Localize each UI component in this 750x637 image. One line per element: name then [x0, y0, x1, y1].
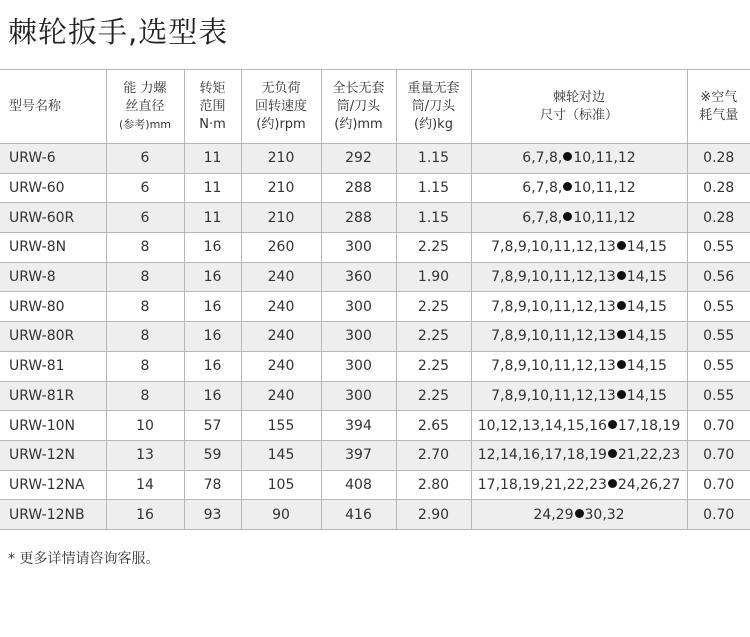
bullet-dot-icon	[617, 241, 626, 250]
free-speed-cell: 90	[241, 500, 321, 530]
length-cell: 300	[321, 292, 396, 322]
ratchet-size-cell	[471, 440, 687, 470]
bolt-diameter-cell: 8	[106, 322, 184, 352]
model-cell: URW-80R	[0, 322, 106, 352]
torque-cell: 11	[184, 144, 241, 174]
size-text-before: 12,14,16,17,18,19	[477, 447, 607, 464]
length-cell: 394	[321, 411, 396, 441]
weight-cell: 1.15	[396, 173, 471, 203]
torque-cell: 16	[184, 262, 241, 292]
model-cell: URW-81	[0, 351, 106, 381]
ratchet-size-cell	[471, 351, 687, 381]
ratchet-size-cell	[471, 322, 687, 352]
length-cell: 300	[321, 233, 396, 263]
ratchet-size-cell	[471, 381, 687, 411]
size-text-after: 17,18,19	[617, 417, 681, 434]
spec-table	[0, 69, 750, 530]
free-speed-cell: 240	[241, 381, 321, 411]
table-row	[0, 144, 750, 174]
air-consumption-cell: 0.55	[687, 322, 750, 352]
model-cell: URW-12NA	[0, 470, 106, 500]
free-speed-cell: 210	[241, 203, 321, 233]
bullet-dot-icon	[563, 212, 572, 221]
bolt-diameter-cell: 14	[106, 470, 184, 500]
air-consumption-cell: 0.55	[687, 292, 750, 322]
bolt-diameter-cell: 8	[106, 262, 184, 292]
header-row	[0, 70, 750, 144]
ratchet-size-cell	[471, 203, 687, 233]
size-text-before: 24,29	[533, 506, 574, 523]
size-text-after: 14,15	[626, 239, 667, 256]
weight-cell: 1.90	[396, 262, 471, 292]
weight-cell: 2.65	[396, 411, 471, 441]
air-consumption-cell: 0.28	[687, 173, 750, 203]
ratchet-size-cell	[471, 470, 687, 500]
model-cell: URW-80	[0, 292, 106, 322]
model-cell: URW-8N	[0, 233, 106, 263]
size-text-after: 10,11,12	[573, 180, 636, 197]
bullet-dot-icon	[563, 152, 572, 161]
model-cell: URW-12NB	[0, 500, 106, 530]
size-text-after: 21,22,23	[617, 447, 681, 464]
bullet-dot-icon	[617, 271, 626, 280]
air-consumption-cell: 0.70	[687, 440, 750, 470]
header-model: 型号名称	[0, 70, 106, 144]
weight-cell: 2.90	[396, 500, 471, 530]
size-text-before: 7,8,9,10,11,12,13	[491, 269, 616, 286]
length-cell: 360	[321, 262, 396, 292]
weight-cell: 2.25	[396, 381, 471, 411]
length-cell: 300	[321, 381, 396, 411]
header-length: 全长无套 筒/刀头 (约)mm	[321, 70, 396, 144]
free-speed-cell: 210	[241, 173, 321, 203]
weight-cell: 1.15	[396, 203, 471, 233]
size-text-after: 14,15	[626, 328, 667, 345]
ratchet-size-cell	[471, 411, 687, 441]
table-row	[0, 262, 750, 292]
bolt-diameter-cell: 13	[106, 440, 184, 470]
free-speed-cell: 260	[241, 233, 321, 263]
page-title: 棘轮扳手,选型表	[8, 15, 229, 49]
weight-cell: 2.25	[396, 292, 471, 322]
model-cell: URW-6	[0, 144, 106, 174]
table-row	[0, 440, 750, 470]
model-cell: URW-12N	[0, 440, 106, 470]
model-cell: URW-10N	[0, 411, 106, 441]
header-torque: 转矩 范围 N·m	[184, 70, 241, 144]
bolt-diameter-cell: 8	[106, 233, 184, 263]
length-cell: 416	[321, 500, 396, 530]
free-speed-cell: 105	[241, 470, 321, 500]
air-consumption-cell: 0.28	[687, 144, 750, 174]
air-consumption-cell: 0.28	[687, 203, 750, 233]
size-text-before: 6,7,8,	[522, 150, 563, 167]
table-row	[0, 173, 750, 203]
bolt-diameter-cell: 8	[106, 381, 184, 411]
size-text-after: 14,15	[626, 269, 667, 286]
size-text-before: 7,8,9,10,11,12,13	[491, 328, 616, 345]
table-row	[0, 500, 750, 530]
bullet-dot-icon	[608, 420, 617, 429]
weight-cell: 1.15	[396, 144, 471, 174]
torque-cell: 11	[184, 173, 241, 203]
bolt-diameter-cell: 6	[106, 203, 184, 233]
table-row	[0, 233, 750, 263]
bullet-dot-icon	[563, 182, 572, 191]
weight-cell: 2.25	[396, 351, 471, 381]
torque-cell: 16	[184, 292, 241, 322]
size-text-after: 14,15	[626, 298, 667, 315]
free-speed-cell: 240	[241, 262, 321, 292]
ratchet-size-cell	[471, 144, 687, 174]
size-text-before: 17,18,19,21,22,23	[477, 476, 607, 493]
table-row	[0, 411, 750, 441]
length-cell: 288	[321, 203, 396, 233]
bullet-dot-icon	[575, 509, 584, 518]
ratchet-size-cell	[471, 500, 687, 530]
model-cell: URW-60R	[0, 203, 106, 233]
size-text-before: 7,8,9,10,11,12,13	[491, 298, 616, 315]
ratchet-size-cell	[471, 173, 687, 203]
header-air-consumption: ※空气 耗气量	[687, 70, 750, 144]
air-consumption-cell: 0.70	[687, 411, 750, 441]
free-speed-cell: 240	[241, 292, 321, 322]
torque-cell: 16	[184, 351, 241, 381]
size-text-before: 7,8,9,10,11,12,13	[491, 358, 616, 375]
size-text-before: 7,8,9,10,11,12,13	[491, 387, 616, 404]
ratchet-size-cell	[471, 292, 687, 322]
air-consumption-cell: 0.56	[687, 262, 750, 292]
table-row	[0, 351, 750, 381]
length-cell: 300	[321, 322, 396, 352]
torque-cell: 16	[184, 322, 241, 352]
model-cell: URW-60	[0, 173, 106, 203]
weight-cell: 2.25	[396, 233, 471, 263]
size-text-before: 10,12,13,14,15,16	[477, 417, 607, 434]
size-text-before: 6,7,8,	[522, 209, 563, 226]
air-consumption-cell: 0.55	[687, 381, 750, 411]
bullet-dot-icon	[608, 449, 617, 458]
weight-cell: 2.80	[396, 470, 471, 500]
free-speed-cell: 240	[241, 322, 321, 352]
weight-cell: 2.25	[396, 322, 471, 352]
size-text-after: 24,26,27	[617, 476, 681, 493]
torque-cell: 11	[184, 203, 241, 233]
header-weight: 重量无套 筒/刀头 (约)kg	[396, 70, 471, 144]
weight-cell: 2.70	[396, 440, 471, 470]
air-consumption-cell: 0.55	[687, 233, 750, 263]
torque-cell: 59	[184, 440, 241, 470]
free-speed-cell: 210	[241, 144, 321, 174]
air-consumption-cell: 0.55	[687, 351, 750, 381]
table-row	[0, 381, 750, 411]
length-cell: 397	[321, 440, 396, 470]
torque-cell: 93	[184, 500, 241, 530]
table-row	[0, 203, 750, 233]
bullet-dot-icon	[617, 390, 626, 399]
ratchet-size-cell	[471, 233, 687, 263]
bolt-diameter-cell: 16	[106, 500, 184, 530]
air-consumption-cell: 0.70	[687, 500, 750, 530]
model-cell: URW-8	[0, 262, 106, 292]
bolt-diameter-cell: 8	[106, 351, 184, 381]
size-text-before: 6,7,8,	[522, 180, 563, 197]
torque-cell: 16	[184, 233, 241, 263]
torque-cell: 16	[184, 381, 241, 411]
table-row	[0, 322, 750, 352]
length-cell: 408	[321, 470, 396, 500]
air-consumption-cell: 0.70	[687, 470, 750, 500]
length-cell: 292	[321, 144, 396, 174]
table-row	[0, 470, 750, 500]
ratchet-size-cell	[471, 262, 687, 292]
free-speed-cell: 240	[241, 351, 321, 381]
size-text-after: 14,15	[626, 387, 667, 404]
bolt-diameter-cell: 6	[106, 144, 184, 174]
length-cell: 288	[321, 173, 396, 203]
footnote: * 更多详情请咨询客服。	[8, 551, 160, 567]
free-speed-cell: 145	[241, 440, 321, 470]
size-text-before: 7,8,9,10,11,12,13	[491, 239, 616, 256]
torque-cell: 57	[184, 411, 241, 441]
size-text-after: 10,11,12	[573, 150, 636, 167]
size-text-after: 10,11,12	[573, 209, 636, 226]
torque-cell: 78	[184, 470, 241, 500]
header-bolt-diameter: 能 力螺 丝直径 (参考)mm	[106, 70, 184, 144]
model-cell: URW-81R	[0, 381, 106, 411]
header-ratchet-size: 棘轮对边 尺寸（标准）	[471, 70, 687, 144]
bullet-dot-icon	[617, 360, 626, 369]
header-free-speed: 无负荷 回转速度 (约)rpm	[241, 70, 321, 144]
bullet-dot-icon	[617, 330, 626, 339]
bullet-dot-icon	[617, 301, 626, 310]
bullet-dot-icon	[608, 479, 617, 488]
table-row	[0, 292, 750, 322]
bolt-diameter-cell: 6	[106, 173, 184, 203]
bolt-diameter-cell: 10	[106, 411, 184, 441]
length-cell: 300	[321, 351, 396, 381]
free-speed-cell: 155	[241, 411, 321, 441]
size-text-after: 30,32	[584, 506, 625, 523]
bolt-diameter-cell: 8	[106, 292, 184, 322]
size-text-after: 14,15	[626, 358, 667, 375]
table-body	[0, 144, 750, 530]
